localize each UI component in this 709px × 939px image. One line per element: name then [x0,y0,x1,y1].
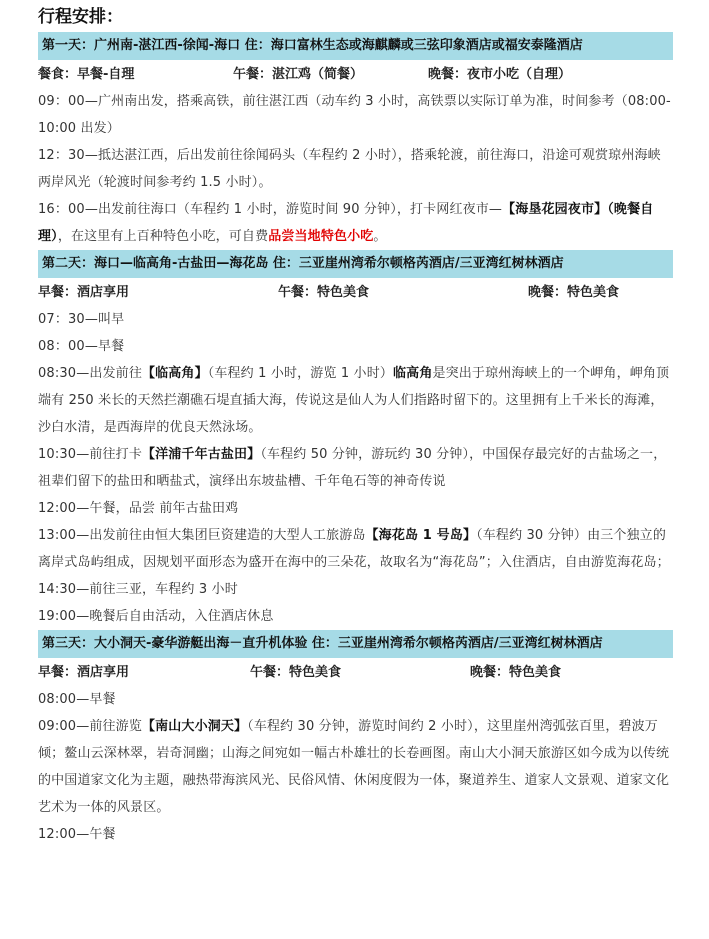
day-1-lunch: 午餐：湛江鸡（简餐） [233,67,364,82]
day-2-item-4: 10:30—前往打卡【洋浦千年古盐田】（车程约 50 分钟，游玩约 30 分钟），中国保存最完好的古盐场之一，祖辈们留下的盐田和晒盐式，演绎出东坡盐槽、千年龟石等的神奇传说 [38,447,667,489]
highlight-text: 品尝当地特色小吃 [268,229,374,244]
itinerary-page [0,2,709,848]
day-2-item-2: 08：00—早餐 [38,339,125,354]
day-1-dinner: 晚餐：夜市小吃（自理） [428,67,572,82]
day-2-section [38,250,673,630]
day-2-breakfast: 早餐：酒店享用 [38,285,130,300]
day-3-lunch: 午餐：特色美食 [250,665,342,680]
day-1-item-1: 09：00—广州南出发，搭乘高铁，前往湛江西（动车约 3 小时，高铁票以实际订单为准，时间参考（08:00-10:00 出发） [38,94,671,136]
day-2-item-1: 07：30—叫早 [38,312,125,327]
day-3-section [38,630,673,848]
day-3-item-3: 12:00—午餐 [38,827,116,842]
day-3-breakfast: 早餐：酒店享用 [38,665,130,680]
day-2-dinner: 晚餐：特色美食 [528,285,620,300]
day-3-item-1: 08:00—早餐 [38,692,116,707]
day-1-item-3: 16：00—出发前往海口（车程约 1 小时，游览时间 90 分钟），打卡网红夜市—【海垦花园夜市】（晚餐自理），在这里有上百种特色小吃，可自费品尝当地特色小吃。 [38,202,654,244]
day-2-header: 第二天：海口—临高角-古盐田—海花岛 住：三亚崖州湾希尔顿格芮酒店/三亚湾红树林酒店 [38,250,673,278]
day-2-lunch: 午餐：特色美食 [278,285,370,300]
day-3-dinner: 晚餐：特色美食 [470,665,562,680]
day-1-header: 第一天：广州南-湛江西-徐闻-海口 住：海口富林生态或海麒麟或三弦印象酒店或福安泰隆酒店 [38,32,673,60]
day-3-meals [38,660,673,686]
day-3-header: 第三天：大小洞天-豪华游艇出海－直升机体验 住：三亚崖州湾希尔顿格芮酒店/三亚湾红树林酒店 [38,630,673,658]
day-2-item-6: 13:00—出发前往由恒大集团巨资建造的大型人工旅游岛【海花岛 1 号岛】（车程约 30 分钟）由三个独立的离岸式岛屿组成，因规划平面形态为盛开在海中的三朵花，故取名为“海花岛”；入住酒店，自由游览海花岛； [38,528,670,570]
day-1-section [38,32,673,250]
day-1-item-2: 12：30—抵达湛江西，后出发前往徐闻码头（车程约 2 小时），搭乘轮渡，前往海口，沿途可观赏琼州海峡两岸风光（轮渡时间参考约 1.5 小时）。 [38,148,661,190]
day-2-meals [38,280,673,306]
day-2-item-5: 12:00—午餐，品尝 前年古盐田鸡 [38,501,239,516]
day-1-breakfast: 餐食：早餐-自理 [38,67,135,82]
day-3-item-2: 09:00—前往游览【南山大小洞天】（车程约 30 分钟，游览时间约 2 小时），这里崖州湾弧弦百里，碧波万倾；鳌山云深林翠，岩奇洞幽；山海之间宛如一幅古朴雄壮的长卷画图。南山大小洞天旅游区如今成为以传统的中国道家文化为主题，融热带海滨风光、民俗风情、休闲度假为一体，聚道养生、道家人文景观、道家文化艺术为一体的风景区。 [38,719,670,815]
day-2-item-8: 19:00—晚餐后自由活动，入住酒店休息 [38,609,274,624]
day-2-item-7: 14:30—前往三亚，车程约 3 小时 [38,582,238,597]
page-title: 行程安排： [38,7,123,27]
day-1-meals [38,62,673,88]
day-2-item-3: 08:30—出发前往【临高角】（车程约 1 小时，游览 1 小时）临高角是突出于琼州海峡上的一个岬角，岬角顶端有 250 米长的天然拦潮礁石堤直插大海，传说这是仙人为人们指路时留下的。这里拥有上千米长的海滩，沙白水清，是西海岸的优良天然泳场。 [38,366,670,435]
